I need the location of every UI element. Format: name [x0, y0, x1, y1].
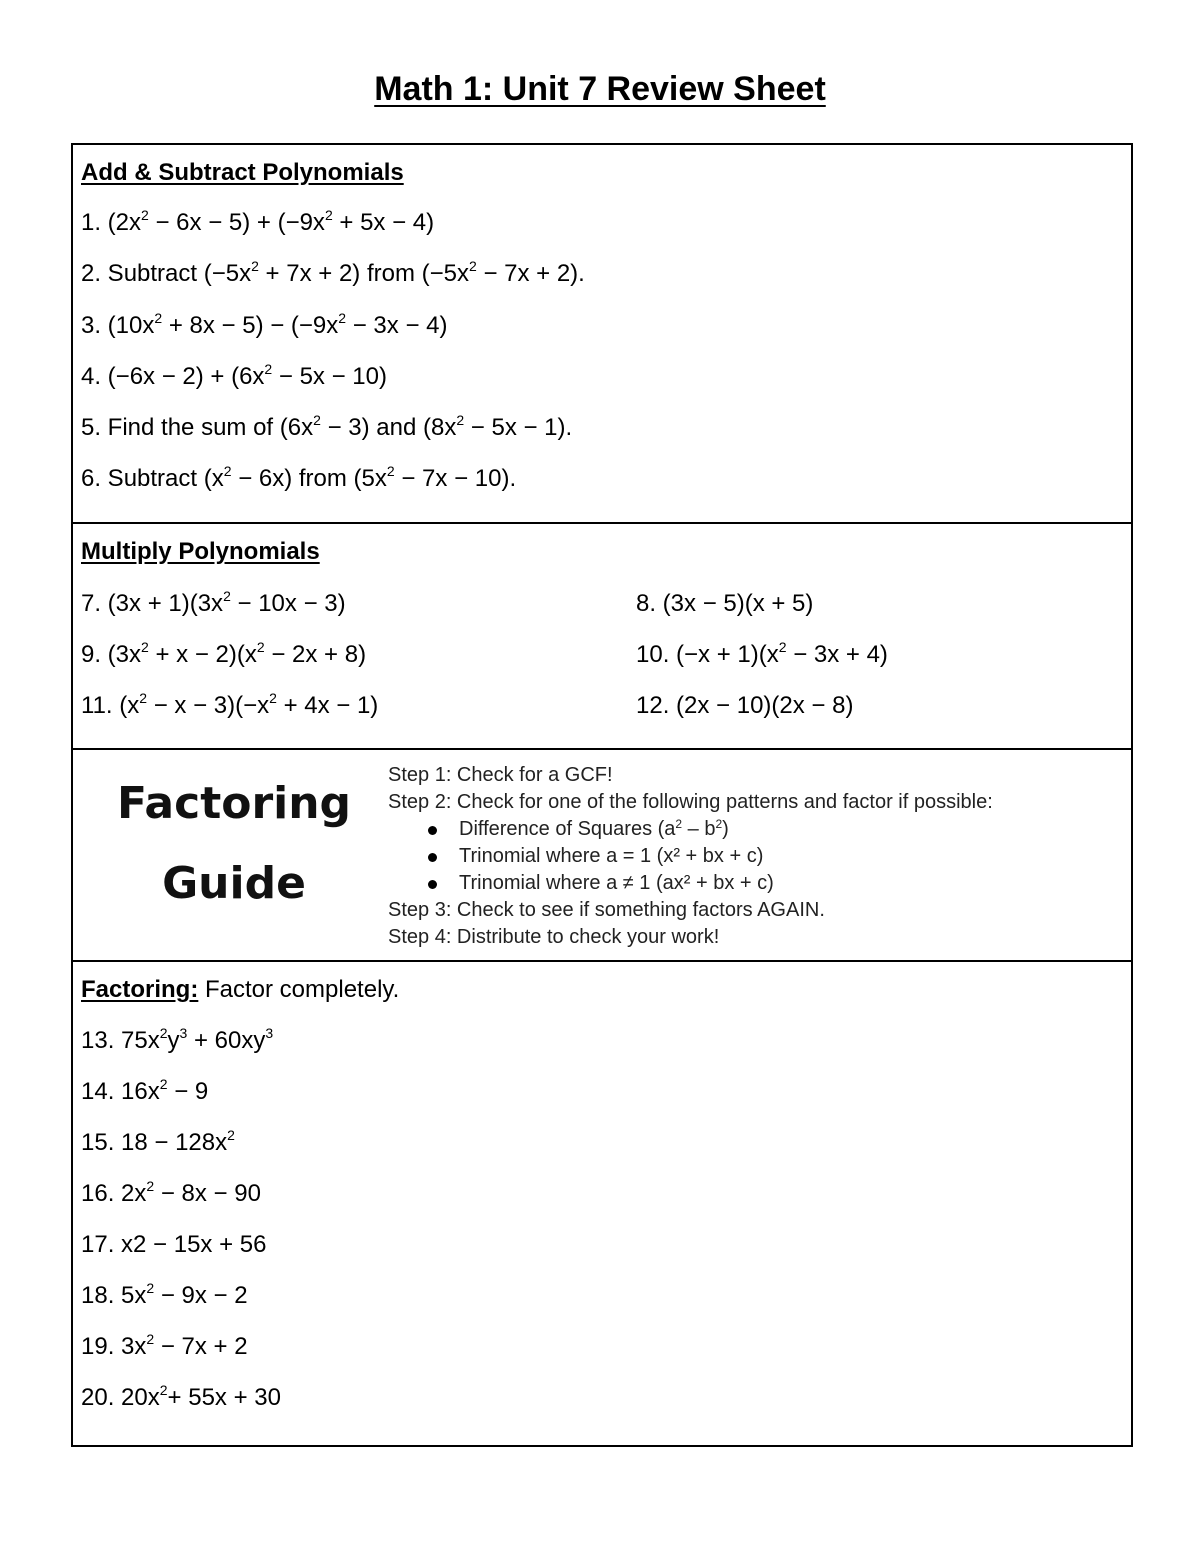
factoring-guide-logo-line2: Guide: [162, 858, 306, 909]
problem-16: 16. $2x^2 - 8x - 90$: [81, 1178, 261, 1207]
exponent: 3: [179, 1025, 188, 1041]
step-2: Step 2: Check for one of the following patterns and factor if possible:: [388, 791, 993, 813]
bullet-dot-icon: [428, 880, 437, 889]
exponent: 2: [386, 463, 395, 479]
exponent: 2: [139, 690, 148, 706]
exponent: 2: [338, 310, 347, 326]
factoring-heading: Factoring:: [81, 976, 199, 1003]
factoring-guide-logo-line1: Factoring: [116, 778, 352, 829]
bullet-dot-icon: [428, 826, 437, 835]
exponent: 2: [324, 207, 333, 223]
problem-6: 6. Subtract $(x^2 - 6x)$ from $(5x^2 - 7x - 10)$.: [81, 463, 517, 492]
bullet-trinomial-a1: [388, 843, 993, 870]
problem-5: 5. Find the sum of $(6x^2 - 3)$ and $(8x^2 - 5x - 1)$.: [81, 412, 573, 441]
problem-19: 19. $3x^2 - 7x + 2$: [81, 1331, 248, 1360]
exponent: 2: [223, 463, 232, 479]
bullet-text: Trinomial where a = 1 (x² + bx + c): [459, 845, 764, 867]
exponent: 2: [146, 1280, 155, 1296]
problem-13: 13. $75x^2y^3 + 60xy^3$: [81, 1025, 274, 1054]
exponent: 2: [159, 1025, 168, 1041]
exponent: 2: [227, 1127, 235, 1143]
add-subtract-heading: Add & Subtract Polynomials: [81, 159, 404, 186]
problem-4: 4. $(-6x - 2) + (6x^2 - 5x - 10)$: [81, 361, 387, 390]
problem-3: 3. $(10x^2 + 8x - 5) - (-9x^2 - 3x - 4)$: [81, 310, 448, 339]
exponent: 2: [146, 1178, 155, 1194]
bullet-text: Trinomial where a ≠ 1 (ax² + bx + c): [459, 872, 774, 894]
problem-2: 2. Subtract $(-5x^2 + 7x + 2)$ from $(-5x^2 - 7x + 2)$.: [81, 258, 585, 287]
page-title: Math 1: Unit 7 Review Sheet: [374, 70, 826, 108]
factoring-heading-line: [81, 976, 399, 1004]
factoring-instruction: Factor completely.: [198, 976, 400, 1003]
exponent: 2: [146, 1331, 155, 1347]
problem-10: 10. $(-x + 1)(x^2 - 3x + 4)$: [636, 639, 888, 668]
problem-15: 15. $18 - 128x^2$: [81, 1127, 235, 1156]
problem-9: 9. $(3x^2 + x - 2)(x^2 - 2x + 8)$: [81, 639, 367, 668]
exponent: 3: [265, 1025, 274, 1041]
exponent: 2: [141, 207, 149, 223]
exponent: 2: [269, 690, 277, 706]
step-4: Step 4: Distribute to check your work!: [388, 926, 720, 948]
problem-11: 11. $(x^2 - x - 3)(-x^2 + 4x - 1)$: [81, 690, 379, 719]
problem-20: 20. $20x^2+ 55x + 30$: [81, 1382, 281, 1411]
problem-17: 17. x2 − 15x + 56: [81, 1231, 267, 1258]
exponent: 2: [141, 639, 149, 655]
factoring-steps: [388, 762, 993, 951]
exponent: 2: [154, 310, 163, 326]
problem-18: 18. $5x^2 - 9x - 2$: [81, 1280, 248, 1309]
exponent: 2: [256, 639, 265, 655]
exponent: 2: [715, 817, 723, 831]
bullet-dot-icon: [428, 853, 437, 862]
exponent: 2: [159, 1076, 168, 1092]
problem-14: 14. $16x^2 - 9$: [81, 1076, 209, 1105]
problem-8: 8. (3x − 5)(x + 5): [636, 590, 814, 617]
exponent: 2: [264, 361, 273, 377]
problem-7: 7. $(3x + 1)(3x^2 - 10x - 3)$: [81, 588, 346, 617]
exponent: 2: [468, 258, 477, 274]
exponent: 2: [223, 588, 231, 604]
exponent: 2: [456, 412, 465, 428]
step-3: Step 3: Check to see if something factors AGAIN.: [388, 899, 825, 921]
multiply-section: [73, 524, 1131, 750]
review-table: [71, 143, 1133, 1447]
multiply-heading: Multiply Polynomials: [81, 538, 320, 565]
exponent: 2: [313, 412, 321, 428]
add-subtract-section: [73, 145, 1131, 524]
exponent: 2: [675, 817, 683, 831]
exponent: 2: [778, 639, 787, 655]
problem-12: 12. (2x − 10)(2x − 8): [636, 692, 854, 719]
exponent: 2: [159, 1382, 168, 1398]
bullet-trinomial-a-not-1: [388, 870, 993, 897]
step-1: Step 1: Check for a GCF!: [388, 764, 613, 786]
exponent: 2: [251, 258, 259, 274]
factoring-guide-section: [73, 750, 1131, 962]
bullet-difference-of-squares: [388, 816, 993, 843]
problem-1: 1. $(2x^2 - 6x - 5) + (-9x^2 + 5x - 4)$: [81, 207, 435, 236]
factoring-section: [73, 962, 1131, 1445]
bullet-text: Difference of Squares $(a^2 - b^2)$: [459, 817, 729, 840]
